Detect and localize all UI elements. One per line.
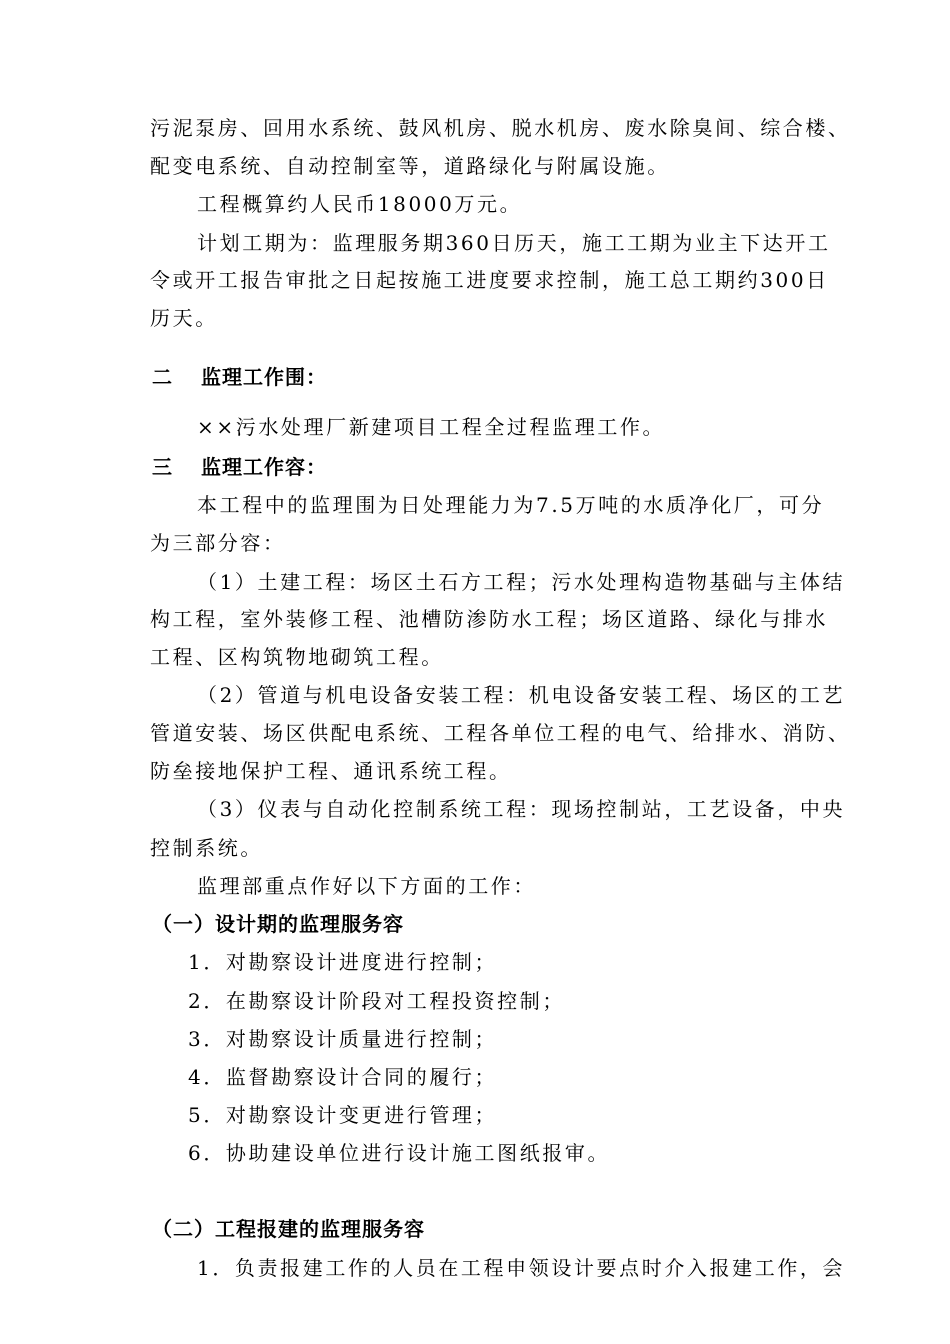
section-number: 二 [152,365,173,389]
body-line: 为三部分容： [150,531,286,555]
list-item: 5．对勘察设计变更进行管理； [188,1103,498,1127]
list-item: 6．协助建设单位进行设计施工图纸报审。 [188,1141,611,1165]
body-line: 本工程中的监理围为日处理能力为7.5万吨的水质净化厂，可分 [197,493,825,517]
section-heading-scope [152,363,327,391]
body-line: 令或开工报告审批之日起按施工进度要求控制，施工总工期约300日 [150,268,829,292]
body-line: 控制系统。 [150,836,263,860]
body-line: 防垒接地保护工程、通讯系统工程。 [150,759,512,783]
body-line: 计划工期为：监理服务期360日历天，施工工期为业主下达开工 [197,231,831,255]
body-line: 污泥泵房、回用水系统、鼓风机房、脱水机房、废水除臭间、综合楼、 [150,116,851,140]
body-paragraph: ××污水处理厂新建项目工程全过程监理工作。 [197,415,666,439]
subsection-heading-design: （一）设计期的监理服务容 [152,912,404,936]
body-line: 工程、区构筑物地砌筑工程。 [150,645,444,669]
section-title: 监理工作容： [201,455,327,479]
body-line: 构工程，室外装修工程、池槽防渗防水工程；场区道路、绿化与排水 [150,607,828,631]
section-title: 监理工作围： [201,365,327,389]
body-line: 配变电系统、自动控制室等，道路绿化与附属设施。 [150,154,670,178]
body-line: （2）管道与机电设备安装工程：机电设备安装工程、场区的工艺 [197,683,846,707]
section-number: 三 [152,455,173,479]
list-item: 1．对勘察设计进度进行控制； [188,950,498,974]
list-item: 1．负责报建工作的人员在工程申领设计要点时介入报建工作，会 [197,1256,846,1280]
body-line: （3）仪表与自动化控制系统工程：现场控制站，工艺设备，中央 [197,797,846,821]
list-item: 4．监督勘察设计合同的履行； [188,1065,498,1089]
body-line: 管道安装、场区供配电系统、工程各单位工程的电气、给排水、消防、 [150,721,851,745]
list-item: 3．对勘察设计质量进行控制； [188,1027,498,1051]
section-heading-content [152,453,327,481]
body-paragraph: 监理部重点作好以下方面的工作： [197,874,536,898]
body-line: 历天。 [150,306,218,330]
subsection-heading-approval: （二）工程报建的监理服务容 [152,1217,425,1241]
list-item: 2．在勘察设计阶段对工程投资控制； [188,989,565,1013]
body-line: （1）土建工程：场区土石方工程；污水处理构造物基础与主体结 [197,570,846,594]
body-paragraph: 工程概算约人民币18000万元。 [197,192,523,216]
